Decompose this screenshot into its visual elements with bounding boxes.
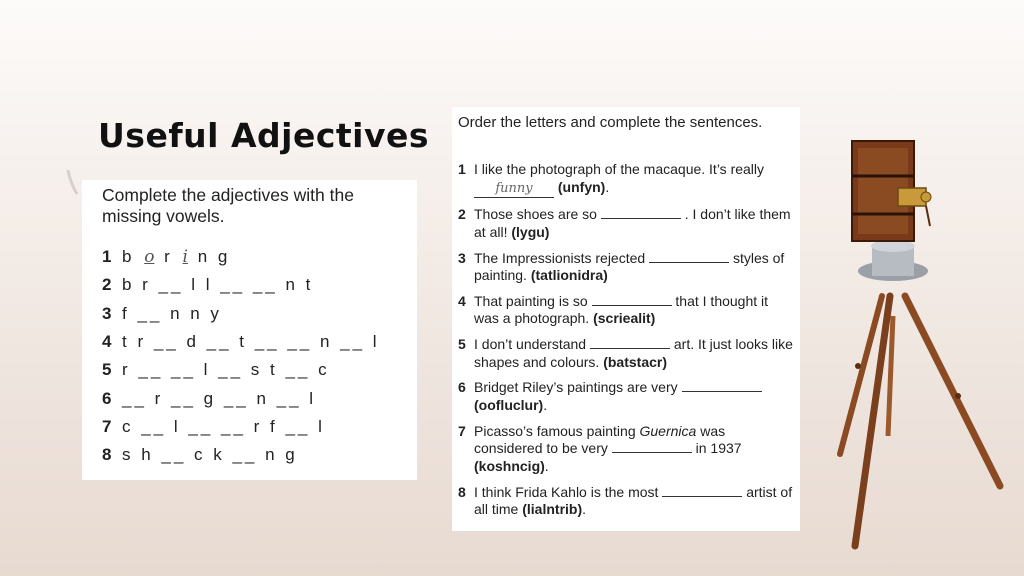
list-item <box>458 250 796 285</box>
item-word: r __ __ l __ s t __ c <box>122 360 330 380</box>
scrambled-letters: (lygu) <box>511 223 550 240</box>
answer-blank <box>662 484 742 497</box>
sentence-part: The Impressionists rejected <box>474 249 650 266</box>
item-number: 6 <box>102 388 112 408</box>
answer-blank <box>590 336 670 349</box>
answer-blank <box>612 440 692 453</box>
sentence-part: . <box>544 457 549 474</box>
scrambled-letters: (tatlionidra) <box>530 267 608 284</box>
word-part: r <box>156 247 181 267</box>
item-word: s h __ c k __ n g <box>122 445 298 465</box>
sentence-part: I think Frida Kahlo is the most <box>474 483 663 500</box>
sentence-text <box>474 293 796 328</box>
vintage-camera-icon <box>830 136 1020 566</box>
handwritten-answer: funny <box>474 180 554 199</box>
item-word: __ r __ g __ n __ l <box>122 388 317 408</box>
scrambled-letters: (lialntrib) <box>522 501 583 518</box>
sentence-part: I don’t understand <box>474 336 590 353</box>
sentence-number: 2 <box>458 206 466 223</box>
sentence-part: . I don’t like them at all! <box>474 206 791 240</box>
sentence-part: Bridget Riley’s paintings are very <box>474 379 682 396</box>
answer-blank <box>682 379 762 392</box>
sentence-text <box>474 161 796 198</box>
sentence-number: 7 <box>458 422 466 439</box>
sentence-part: Picasso’s famous painting <box>474 422 640 439</box>
vowels-list <box>102 243 380 469</box>
sentence-part: . <box>543 396 548 413</box>
sentence-part: I like the photograph of the macaque. It’s really <box>474 161 765 177</box>
vowels-instruction: Complete the adjectives with the missing vowels. <box>102 185 354 226</box>
item-number: 7 <box>102 416 112 436</box>
list-item <box>458 161 796 198</box>
handwritten-answer: o <box>144 247 155 268</box>
sentence-part: that I thought it was a photograph. <box>474 292 769 327</box>
decorative-stroke-icon <box>66 168 80 196</box>
list-item <box>458 336 796 371</box>
sentence-number: 5 <box>458 336 466 353</box>
order-instruction: Order the letters and complete the sentences. <box>458 114 763 131</box>
list-item <box>102 356 380 384</box>
sentence-number: 6 <box>458 379 466 396</box>
word-part: n g <box>189 247 231 267</box>
list-item <box>102 271 380 299</box>
list-item <box>102 384 380 412</box>
item-number: 4 <box>102 332 112 352</box>
scrambled-letters: (oofluclur) <box>474 396 544 413</box>
scrambled-letters: (koshncig) <box>474 457 545 474</box>
item-number: 8 <box>102 445 112 465</box>
sentence-text <box>474 206 796 241</box>
list-item <box>458 206 796 241</box>
sentence-text <box>474 379 796 414</box>
sentence-part: artist of all time <box>474 483 793 518</box>
item-word: t r __ d __ t __ __ n __ l <box>122 332 380 352</box>
sentence-number: 4 <box>458 292 466 309</box>
list-item <box>458 379 796 414</box>
list-item <box>102 441 380 469</box>
list-item <box>458 293 796 328</box>
handwritten-answer: i <box>182 247 188 268</box>
list-item <box>458 423 796 476</box>
sentence-number: 3 <box>458 249 466 266</box>
list-item <box>102 328 380 356</box>
vowels-exercise-card <box>82 180 417 480</box>
word-part: b <box>122 247 143 267</box>
item-word: c __ l __ __ r f __ l <box>122 416 325 436</box>
sentence-text <box>474 484 796 519</box>
sentence-part: . <box>582 501 587 518</box>
order-letters-card <box>452 107 800 531</box>
item-word: b r __ l l __ __ n t <box>122 275 314 295</box>
list-item <box>102 300 380 328</box>
item-word: f __ n n y <box>122 303 222 323</box>
scrambled-letters: (unfyn) <box>557 178 606 195</box>
answer-blank <box>592 293 672 306</box>
sentence-part: . <box>605 178 610 195</box>
sentence-part: styles of painting. <box>474 249 785 284</box>
item-number: 1 <box>102 247 112 267</box>
list-item <box>102 413 380 441</box>
item-number: 3 <box>102 303 112 323</box>
sentence-text <box>474 250 796 285</box>
sentence-part: was considered to be very <box>474 422 726 457</box>
sentence-part: That painting is so <box>474 292 592 309</box>
sentence-part: in 1937 <box>691 440 742 457</box>
list-item <box>458 484 796 519</box>
slide-title: Useful Adjectives <box>98 116 430 155</box>
item-word <box>122 247 230 267</box>
sentence-part: art. It just looks like shapes and colours. <box>474 336 793 370</box>
scrambled-letters: (scriealit) <box>593 310 656 327</box>
item-number: 2 <box>102 275 112 295</box>
sentence-text <box>474 336 796 371</box>
scrambled-letters: (batstacr) <box>603 353 667 370</box>
item-number: 5 <box>102 360 112 380</box>
answer-blank <box>601 206 681 219</box>
sentence-list <box>458 161 796 527</box>
list-item <box>102 243 380 271</box>
sentence-number: 8 <box>458 483 466 500</box>
sentence-part: Those shoes are so <box>474 206 601 223</box>
painting-title: Guernica <box>639 422 697 439</box>
sentence-number: 1 <box>458 161 466 177</box>
sentence-text <box>474 423 796 476</box>
answer-blank <box>649 250 729 263</box>
